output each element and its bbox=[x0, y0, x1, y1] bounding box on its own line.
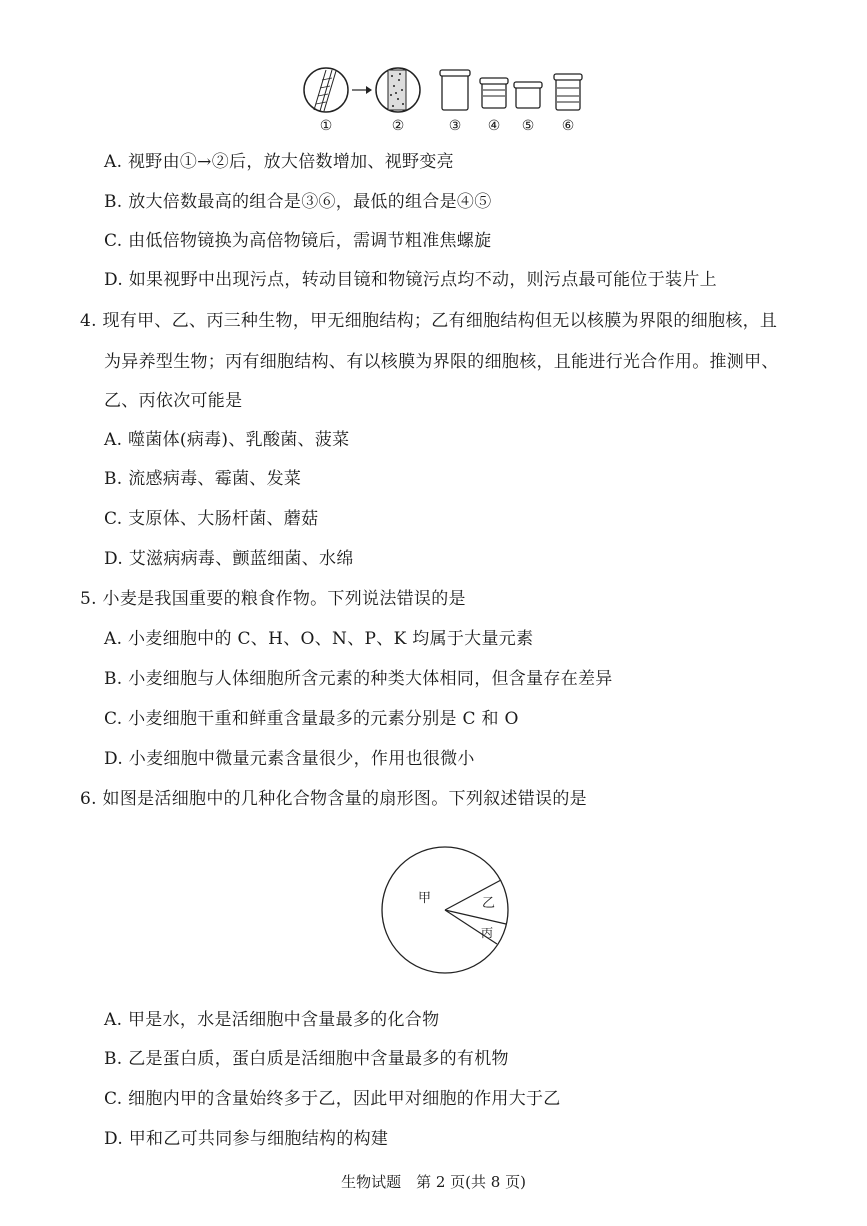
arrow-icon bbox=[352, 86, 372, 94]
q4-option-b: B. 流感病毒、霉菌、发菜 bbox=[104, 469, 302, 489]
q5-option-b: B. 小麦细胞与人体细胞所含元素的种类大体相同，但含量存在差异 bbox=[104, 669, 613, 689]
pie-label-yi: 乙 bbox=[482, 896, 496, 911]
field-of-view-high bbox=[376, 68, 420, 112]
pie-divider-2 bbox=[445, 910, 506, 924]
q3-option-c: C. 由低倍物镜换为高倍物镜后，需调节粗准焦螺旋 bbox=[104, 231, 492, 251]
q6-option-a: A. 甲是水，水是活细胞中含量最多的化合物 bbox=[104, 1010, 440, 1030]
q4-option-c: C. 支原体、大肠杆菌、蘑菇 bbox=[104, 509, 319, 529]
figure-label-6: ⑥ bbox=[561, 118, 575, 134]
eyepiece-short bbox=[480, 78, 508, 108]
q5-stem: 5. 小麦是我国重要的粮食作物。下列说法错误的是 bbox=[80, 589, 466, 609]
q4-stem-line-2: 为异养型生物；丙有细胞结构、有以核膜为界限的细胞核，且能进行光合作用。推测甲、 bbox=[104, 352, 779, 372]
q4-stem-line-3: 乙、丙依次可能是 bbox=[104, 391, 243, 411]
q5-option-a: A. 小麦细胞中的 C、H、O、N、P、K 均属于大量元素 bbox=[104, 629, 534, 649]
q6-stem: 6. 如图是活细胞中的几种化合物含量的扇形图。下列叙述错误的是 bbox=[80, 789, 587, 809]
q5-option-d: D. 小麦细胞中微量元素含量很少，作用也很微小 bbox=[104, 749, 475, 769]
q6-option-c: C. 细胞内甲的含量始终多于乙，因此甲对细胞的作用大于乙 bbox=[104, 1089, 561, 1109]
q4-option-a: A. 噬菌体(病毒)、乳酸菌、菠菜 bbox=[104, 430, 350, 450]
eyepiece-long bbox=[440, 70, 470, 110]
objective-long bbox=[554, 74, 582, 110]
q6-option-d: D. 甲和乙可共同参与细胞结构的构建 bbox=[104, 1129, 389, 1149]
figure-label-5: ⑤ bbox=[521, 118, 535, 134]
field-of-view-low bbox=[304, 68, 348, 112]
figure-label-4: ④ bbox=[487, 118, 501, 134]
q3-option-d: D. 如果视野中出现污点，转动目镜和物镜污点均不动，则污点最可能位于装片上 bbox=[104, 270, 717, 290]
q4-option-d: D. 艾滋病病毒、颤蓝细菌、水绵 bbox=[104, 549, 354, 569]
pie-figure-drawing bbox=[380, 840, 520, 980]
pie-label-bing: 丙 bbox=[481, 926, 494, 940]
q6-option-b: B. 乙是蛋白质，蛋白质是活细胞中含量最多的有机物 bbox=[104, 1049, 509, 1069]
objective-short bbox=[514, 82, 542, 108]
figure-label-3: ③ bbox=[448, 118, 462, 134]
pie-figure bbox=[380, 840, 520, 980]
q3-option-a: A. 视野由①→②后，放大倍数增加、视野变亮 bbox=[104, 152, 454, 172]
page-footer: 生物试题 第 2 页(共 8 页) bbox=[341, 1173, 526, 1191]
figure-label-2: ② bbox=[391, 118, 405, 134]
q5-option-c: C. 小麦细胞干重和鲜重含量最多的元素分别是 C 和 O bbox=[104, 709, 519, 729]
figure-label-1: ① bbox=[319, 118, 333, 134]
q3-option-b: B. 放大倍数最高的组合是③⑥，最低的组合是④⑤ bbox=[104, 192, 492, 212]
pie-label-jia: 甲 bbox=[418, 891, 432, 906]
q4-stem-line-1: 4. 现有甲、乙、丙三种生物，甲无细胞结构；乙有细胞结构但无以核膜为界限的细胞核，且 bbox=[80, 311, 778, 331]
